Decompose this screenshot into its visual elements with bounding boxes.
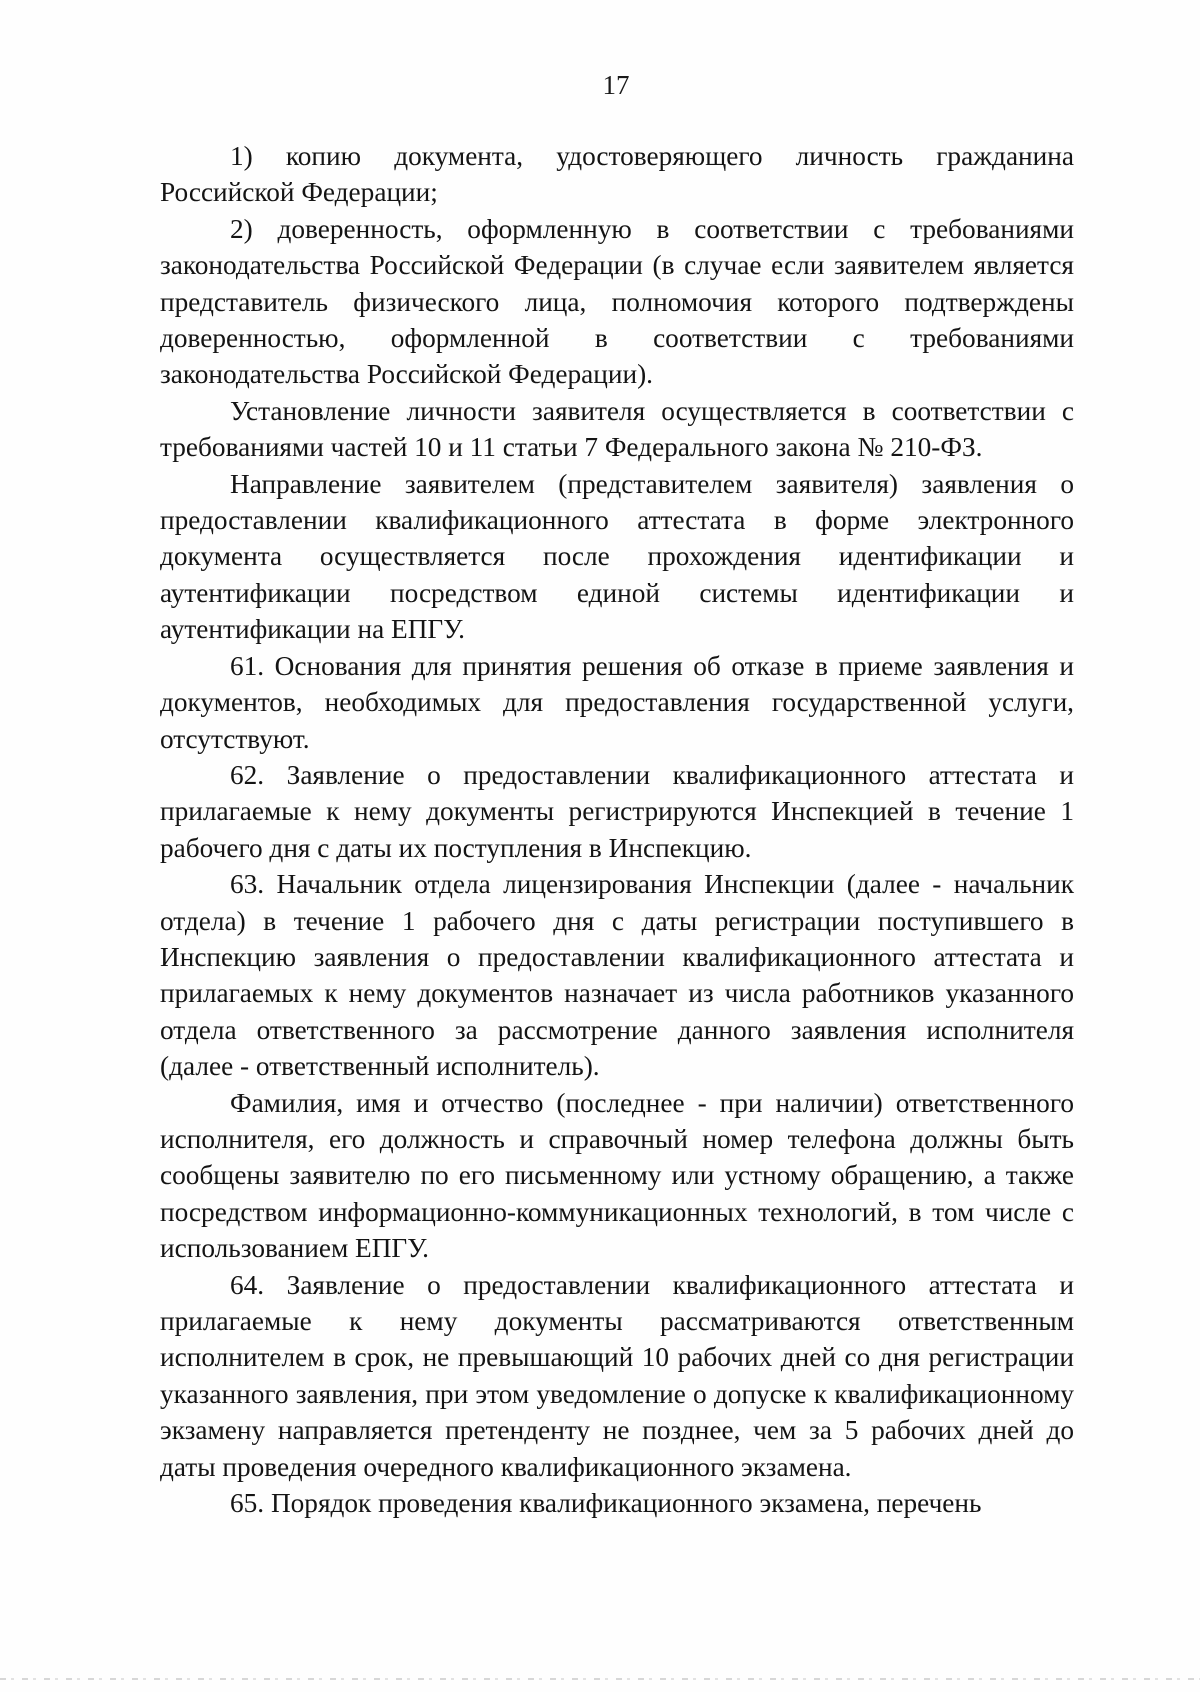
paragraph-item-2: 2) доверенность, оформленную в соответствии с требованиями законодательства Российской Федерации (в случае если заявителем является представитель физического лица, полномочия которого подтверждены доверенностью, оформленной в соответствии с требованиями законодательства Российской Федерации). [160, 213, 1074, 390]
paragraph-62: 62. Заявление о предоставлении квалификационного аттестата и прилагаемые к нему документы регистрируются Инспекцией в течение 1 рабочего дня с даты их поступления в Инспекцию. [160, 759, 1074, 863]
page-number: 17 [602, 70, 630, 100]
paragraph-61: 61. Основания для принятия решения об отказе в приеме заявления и документов, необходимых для предоставления государственной услуги, отсутствуют. [160, 650, 1074, 754]
paragraph-item-1: 1) копию документа, удостоверяющего личность гражданина Российской Федерации; [160, 141, 1074, 208]
paragraph-identity-verification: Установление личности заявителя осуществляется в соответствии с требованиями частей 10 и 11 статьи 7 Федерального закона № 210-ФЗ. [160, 395, 1074, 463]
paragraph-electronic-submission: Направление заявителем (представителем заявителя) заявления о предоставлении квалификационного аттестата в форме электронного документа осуществляется после прохождения идентификации и аутентификации посредством единой системы идентификации и аутентификации на ЕПГУ. [160, 468, 1074, 645]
paragraph-63: 63. Начальник отдела лицензирования Инспекции (далее - начальник отдела) в течение 1 рабочего дня с даты регистрации поступившего в Инспекцию заявления о предоставлении квалификационного аттестата и прилагаемых к нему документов назначает из числа работников указанного отдела ответственного за рассмотрение данного заявления исполнителя (далее - ответственный исполнитель). [160, 869, 1074, 1082]
scan-artifact-line [0, 1678, 1200, 1680]
paragraph-65: 65. Порядок проведения квалификационного экзамена, перечень [230, 1488, 982, 1519]
paragraph-responsible-executor: Фамилия, имя и отчество (последнее - при наличии) ответственного исполнителя, его должность и справочный номер телефона должны быть сообщены заявителю по его письменному или устному обращению, а также посредством информационно-коммуникационных технологий, в том числе с использованием ЕПГУ. [160, 1087, 1074, 1264]
document-body [160, 138, 1074, 1521]
paragraph-64: 64. Заявление о предоставлении квалификационного аттестата и прилагаемые к нему документы рассматриваются ответственным исполнителем в срок, не превышающий 10 рабочих дней со дня регистрации указанного заявления, при этом уведомление о допуске к квалификационному экзамену направляется претенденту не позднее, чем за 5 рабочих дней до даты проведения очередного квалификационного экзамена. [160, 1269, 1074, 1482]
